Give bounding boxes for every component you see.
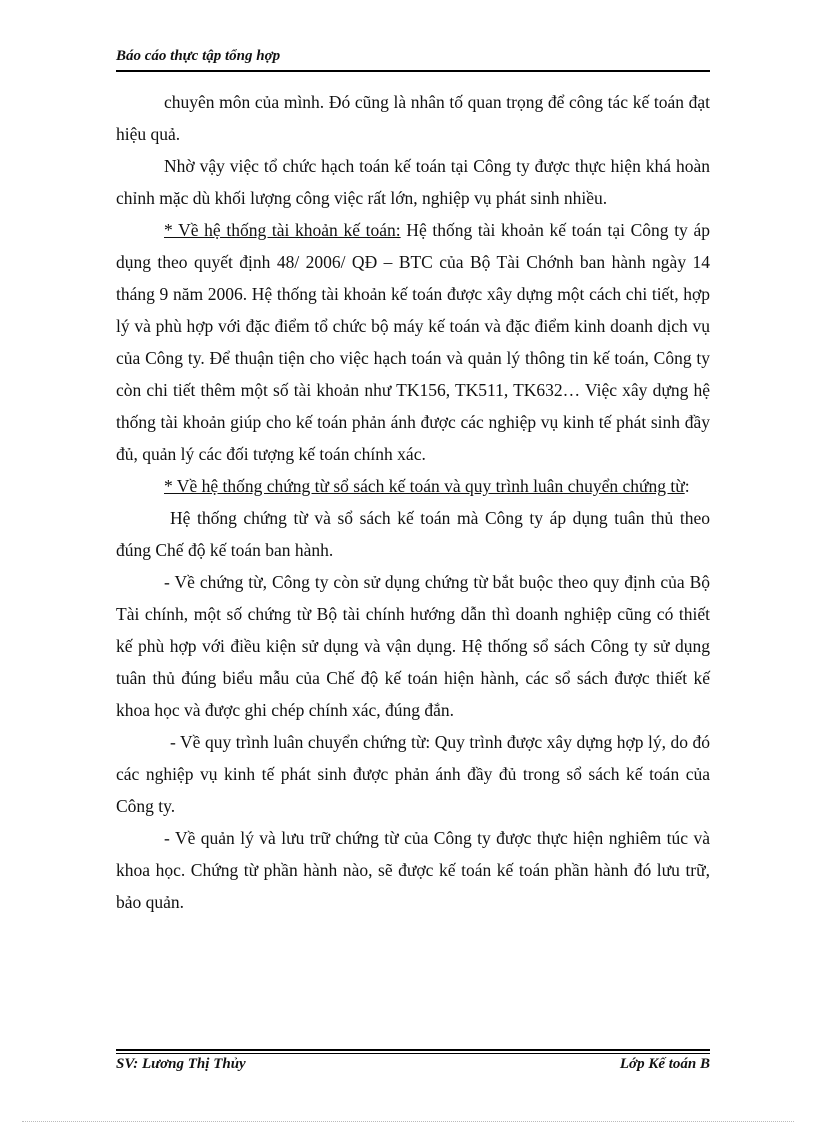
footer-rule-thick (116, 1049, 710, 1051)
header-rule (116, 70, 710, 72)
document-body (116, 86, 710, 918)
footer-student-name: SV: Lương Thị Thủy (116, 1056, 246, 1072)
paragraph-2: Nhờ vậy việc tổ chức hạch toán kế toán tại Công ty được thực hiện khá hoàn chỉnh mặc dù khối lượng công việc rất lớn, nghiệp vụ phát sinh nhiều. (116, 156, 710, 208)
page-header-title: Báo cáo thực tập tổng hợp (116, 48, 281, 64)
documents-heading: * Về hệ thống chứng từ sổ sách kế toán và quy trình luân chuyển chứng từ (164, 476, 685, 496)
paragraph-accounts (116, 214, 710, 470)
documents-heading-colon: : (684, 476, 690, 496)
page-bottom-edge (22, 1121, 794, 1122)
paragraph-8: - Về quản lý và lưu trữ chứng từ của Công ty được thực hiện nghiêm túc và khoa học. Chứng từ phần hành nào, sẽ được kế toán kế toán phần hành đó lưu trữ, bảo quản. (116, 828, 710, 912)
accounts-heading: * Về hệ thống tài khoản kế toán: (164, 220, 401, 240)
footer-rule-thin (116, 1053, 710, 1054)
paragraph-documents-heading (116, 470, 710, 502)
paragraph-7: - Về quy trình luân chuyển chứng từ: Quy trình được xây dựng hợp lý, do đó các nghiệp vụ kinh tế phát sinh được phản ánh đầy đủ trong sổ sách kế toán của Công ty. (116, 732, 710, 816)
accounts-text: Hệ thống tài khoản kế toán tại Công ty áp dụng theo quyết định 48/ 2006/ QĐ – BTC của Bộ Tài Chớnh ban hành ngày 14 tháng 9 năm 2006. Hệ thống tài khoản kế toán được xây dựng một cách chi tiết, hợp lý và phù hợp với đặc điểm tổ chức bộ máy kế toán và đặc điểm kinh doanh dịch vụ của Công ty. Để thuận tiện cho việc hạch toán và quản lý thông tin kế toán, Công ty còn chi tiết thêm một số tài khoản như TK156, TK511, TK632… Việc xây dựng hệ thống tài khoản giúp cho kế toán phản ánh được các nghiệp vụ kinh tế phát sinh đầy đủ, quản lý các đối tượng kế toán chính xác. (116, 220, 710, 464)
paragraph-6: - Về chứng từ, Công ty còn sử dụng chứng từ bắt buộc theo quy định của Bộ Tài chính, một số chứng từ Bộ tài chính hướng dẫn thì doanh nghiệp cũng có thiết kế phù hợp với điều kiện sử dụng và vận dụng. Hệ thống sổ sách Công ty sử dụng tuân thủ đúng biểu mẫu của Chế độ kế toán hiện hành, các sổ sách được thiết kế khoa học và được ghi chép chính xác, đúng đắn. (116, 572, 710, 720)
paragraph-5: Hệ thống chứng từ và sổ sách kế toán mà Công ty áp dụng tuân thủ theo đúng Chế độ kế toán ban hành. (116, 508, 710, 560)
footer-class-name: Lớp Kế toán B (619, 1056, 710, 1072)
paragraph-1: chuyên môn của mình. Đó cũng là nhân tố quan trọng để công tác kế toán đạt hiệu quả. (116, 92, 710, 144)
